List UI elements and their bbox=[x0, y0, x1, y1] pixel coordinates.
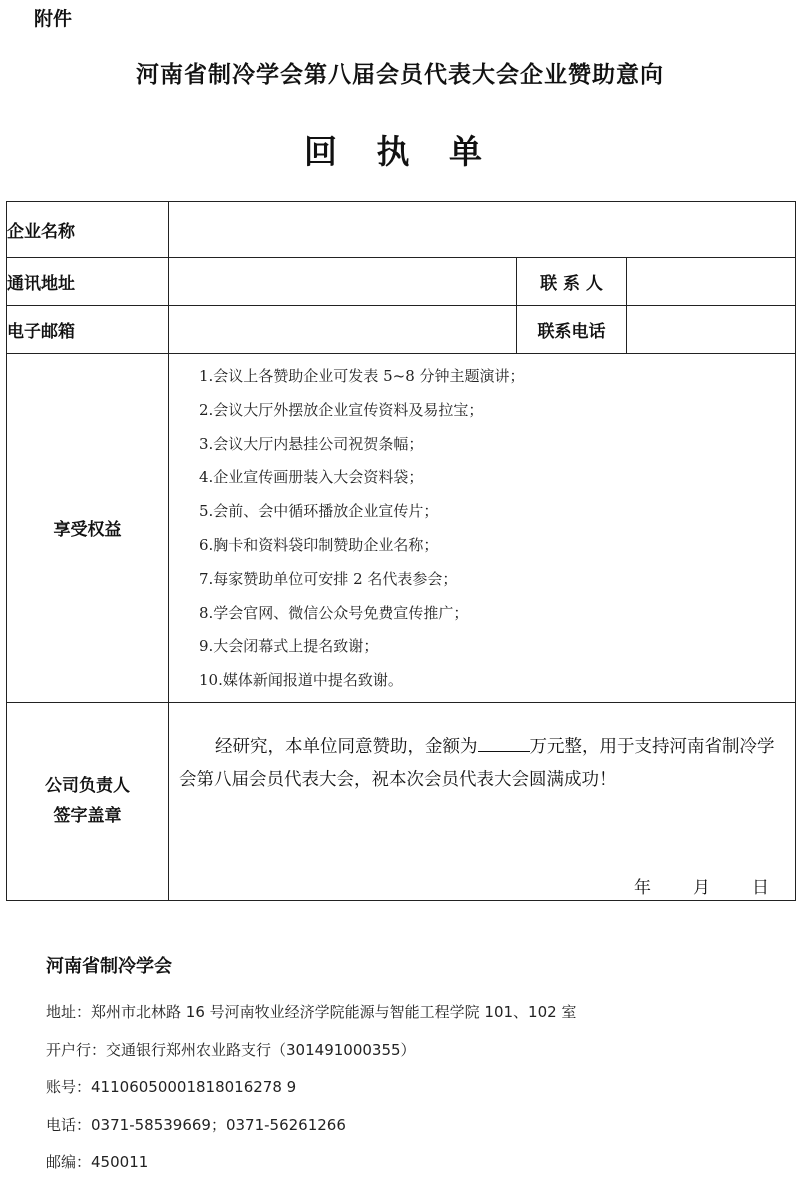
address-line bbox=[46, 994, 766, 1032]
benefit-item: 4.企业宣传画册装入大会资料袋； bbox=[199, 468, 424, 487]
date-row bbox=[592, 873, 769, 898]
contact-person-label: 联 系 人 bbox=[517, 258, 627, 306]
benefit-item: 8.学会官网、微信公众号免费宣传推广； bbox=[199, 603, 469, 622]
benefits-label: 享受权益 bbox=[7, 354, 169, 703]
benefit-item: 10.媒体新闻报道中提名致谢。 bbox=[199, 671, 403, 690]
benefit-item: 2.会议大厅外摆放企业宣传资料及易拉宝； bbox=[199, 400, 484, 419]
signature-label bbox=[7, 702, 169, 900]
bank-value: 交通银行郑州农业路支行（301491000355） bbox=[106, 1040, 416, 1059]
benefit-item: 9.大会闭幕式上提名致谢； bbox=[199, 637, 379, 656]
declaration-part2: 万元整，用于支持河南省制冷学会第八届会员代表大会，祝本次会员代表大会圆满成功！ bbox=[179, 736, 775, 790]
account-value: 41106050001818016278 9 bbox=[91, 1078, 297, 1096]
benefits-cell bbox=[169, 354, 796, 703]
bank-line bbox=[46, 1032, 766, 1070]
account-line bbox=[46, 1069, 766, 1107]
address-field[interactable] bbox=[169, 258, 517, 306]
benefits-row bbox=[7, 354, 796, 703]
attachment-label: 附件 bbox=[34, 8, 73, 30]
bank-key: 开户行： bbox=[46, 1040, 107, 1059]
benefit-item: 5.会前、会中循环播放企业宣传片； bbox=[199, 502, 439, 521]
address-key: 地址： bbox=[46, 1003, 92, 1021]
declaration-part1: 经研究，本单位同意赞助，金额为 bbox=[215, 736, 478, 757]
signature-cell[interactable] bbox=[169, 702, 796, 900]
company-name-label: 企业名称 bbox=[7, 202, 169, 258]
date-year: 年 bbox=[634, 877, 652, 898]
address-label: 通讯地址 bbox=[7, 258, 169, 306]
postcode-key: 邮编： bbox=[46, 1153, 92, 1171]
benefits-list bbox=[169, 354, 795, 702]
email-label: 电子邮箱 bbox=[7, 306, 169, 354]
email-row bbox=[7, 306, 796, 354]
postcode-value: 450011 bbox=[91, 1153, 149, 1171]
organization-name: 河南省制冷学会 bbox=[46, 956, 172, 977]
signature-label-line2: 签字盖章 bbox=[53, 806, 122, 827]
benefit-item: 6.胸卡和资料袋印制赞助企业名称； bbox=[199, 535, 439, 554]
benefit-item: 3.会议大厅内悬挂公司祝贺条幅； bbox=[199, 434, 424, 453]
sponsorship-form-table bbox=[6, 201, 796, 901]
document-subtitle: 回 执 单 bbox=[304, 132, 496, 171]
company-name-row bbox=[7, 202, 796, 258]
contact-person-field[interactable] bbox=[627, 258, 796, 306]
company-name-field[interactable] bbox=[169, 202, 796, 258]
sponsorship-declaration bbox=[179, 731, 789, 797]
address-value: 郑州市北林路 16 号河南牧业经济学院能源与智能工程学院 101、102 室 bbox=[91, 1003, 577, 1021]
phone-value: 0371-58539669；0371-56261266 bbox=[91, 1115, 346, 1134]
phone-label: 联系电话 bbox=[517, 306, 627, 354]
email-field[interactable] bbox=[169, 306, 517, 354]
phone-key: 电话： bbox=[46, 1115, 92, 1134]
phone-field[interactable] bbox=[627, 306, 796, 354]
phone-line bbox=[46, 1107, 766, 1145]
benefit-item: 1.会议上各赞助企业可发表 5~8 分钟主题演讲； bbox=[199, 367, 525, 385]
account-key: 账号： bbox=[46, 1078, 92, 1096]
contact-info bbox=[46, 952, 766, 1182]
date-day: 日 bbox=[752, 877, 770, 898]
amount-blank[interactable] bbox=[478, 733, 530, 752]
benefit-item: 7.每家赞助单位可安排 2 名代表参会； bbox=[199, 569, 458, 588]
document-title: 河南省制冷学会第八届会员代表大会企业赞助意向 bbox=[136, 62, 664, 88]
address-row bbox=[7, 258, 796, 306]
signature-label-line1: 公司负责人 bbox=[45, 776, 130, 797]
signature-row bbox=[7, 702, 796, 900]
date-month: 月 bbox=[693, 877, 711, 898]
